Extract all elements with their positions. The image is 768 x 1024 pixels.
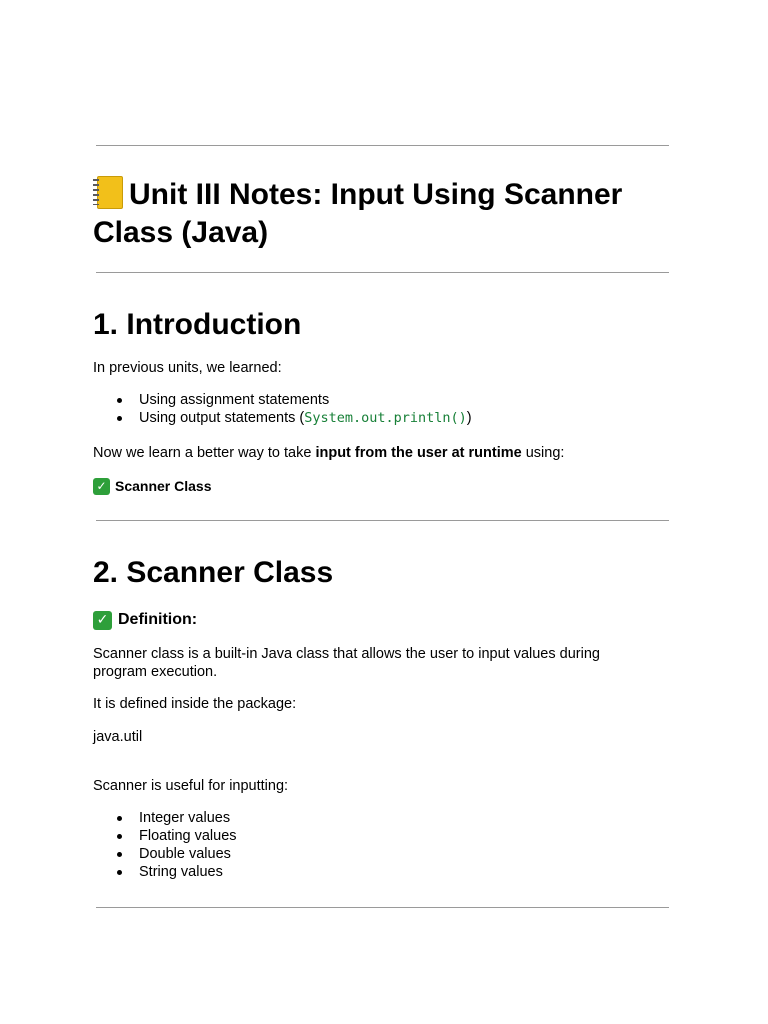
bullet-icon [117,416,122,421]
intro-paragraph: In previous units, we learned: [93,360,282,376]
page-title [93,176,693,252]
section-heading-scanner-class: 2. Scanner Class [93,556,334,589]
now-paragraph: Now we learn a better way to take input from the user at runtime using: [93,445,565,461]
package-name: java.util [93,729,143,745]
list-item: Double values [93,845,653,863]
definition-paragraph: Scanner class is a built-in Java class that allows the user to input values during program execution. [93,646,600,680]
section-heading-introduction: 1. Introduction [93,308,302,341]
list-item: Using output statements (System.out.println()) [93,409,653,427]
bullet-icon [117,816,122,821]
package-intro: It is defined inside the package: [93,696,297,712]
list-item: Integer values [93,809,653,827]
bullet-icon [117,870,122,875]
divider [96,272,669,273]
scanner-class-highlight: ✓ Scanner Class [93,477,673,495]
list-item: Using assignment statements [93,391,653,409]
bullet-icon [117,398,122,403]
divider [96,520,669,521]
learned-list [93,391,653,427]
check-mark-icon: ✓ [93,478,110,495]
list-item: String values [93,863,653,881]
divider [96,145,669,146]
bullet-icon [117,834,122,839]
useful-intro: Scanner is useful for inputting: [93,778,289,794]
notebook-icon [93,176,121,208]
bullet-icon [117,852,122,857]
list-item: Floating values [93,827,653,845]
check-mark-icon: ✓ [93,611,112,630]
definition-heading: ✓ Definition: [93,610,197,630]
input-types-list [93,809,653,881]
page-title-text: Unit III Notes: Input Using Scanner Class (Java) [93,178,623,249]
bold-phrase: input from the user at runtime [315,445,522,461]
inline-code: System.out.println() [304,410,467,426]
divider [96,907,669,908]
